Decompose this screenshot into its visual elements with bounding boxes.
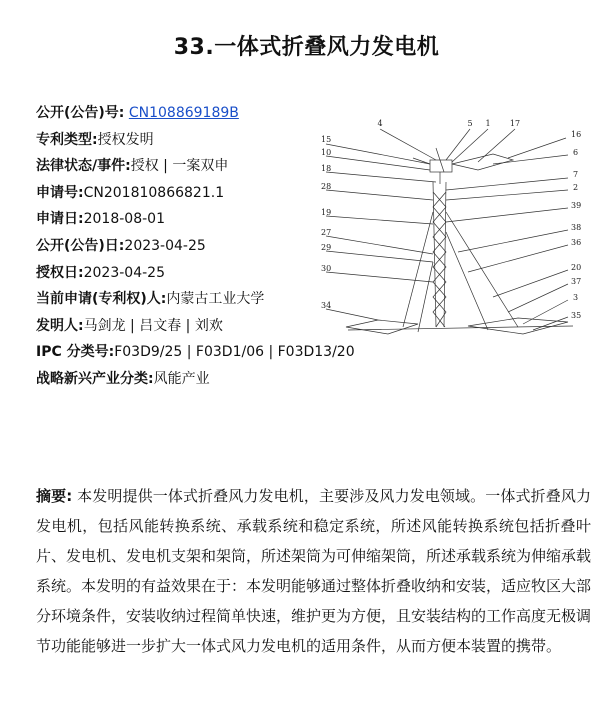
pub-no-link[interactable]: CN108869189B [128,105,239,121]
type-label: 专利类型: [36,131,98,148]
app-no-value: CN201810866821.1 [83,184,225,201]
fig-label-37: 37 [571,277,582,286]
fig-label-28: 28 [321,182,332,191]
fig-label-4: 4 [377,119,383,128]
applicant-label: 当前申请(专利权)人: [36,291,167,308]
abstract-text: 本发明提供一体式折叠风力发电机，主要涉及风力发电领域。一体式折叠风力发电机，包括风能转换系统、承载系统和稳定系统，所述风能转换系统包括折叠叶片、发电机、发电机支架和架筒，所述架筒为可伸缩架筒，所述承载系统为伸缩承载系统。本发明的有益效果在于：本发明能够通过整体折叠收纳和安装，适应牧区大部分环境条件，安装收纳过程简单快速，维护更为方便，且安装结构的工作高度无极调节功能能够进一步扩大一体式风力发电机的适用条件，从而方便本装置的携带。 [36,487,592,655]
inventor-label: 发明人: [36,317,84,334]
inventor-value: 马剑龙 | 吕文春 | 刘欢 [83,317,223,334]
app-no-label: 申请号: [36,184,84,201]
field-applicant [36,286,355,313]
page-title: 33.一体式折叠风力发电机 [173,35,440,60]
pub-date-label: 公开(公告)日: [36,237,125,254]
fig-label-30: 30 [321,264,332,273]
fig-label-27: 27 [321,228,332,237]
app-date-value: 2018-08-01 [83,211,165,228]
fig-label-38: 38 [571,223,582,232]
fig-label-17: 17 [509,119,521,128]
fig-label-6: 6 [573,148,579,157]
field-inventor [36,313,355,340]
type-value: 授权发明 [97,131,154,148]
ipc-label: IPC 分类号: [36,344,115,361]
field-app-date [36,206,355,233]
status-value: 授权 | 一案双申 [130,158,229,175]
field-ipc [36,339,355,366]
fig-label-20: 20 [571,263,582,272]
fig-label-5: 5 [467,119,473,128]
grant-date-label: 授权日: [36,264,84,281]
patent-drawing [318,112,593,358]
field-pub-date [36,233,355,260]
field-grant-date [36,260,355,287]
fig-label-3: 3 [573,293,579,302]
field-type [36,127,355,154]
fig-label-16: 16 [571,130,582,139]
field-status [36,153,355,180]
fig-label-29: 29 [321,243,332,252]
ipc-value: F03D9/25 | F03D1/06 | F03D13/20 [114,344,355,361]
abstract [36,481,591,661]
field-industry [36,366,355,393]
industry-value: 风能产业 [153,370,210,387]
fig-label-19: 19 [321,208,332,217]
field-app-no [36,180,355,207]
grant-date-value: 2023-04-25 [83,264,165,281]
abstract-label: 摘要: [36,487,73,505]
pub-date-value: 2023-04-25 [124,237,206,254]
pub-no-label: 公开(公告)号: [36,105,125,121]
fig-label-34: 34 [321,301,332,310]
app-date-label: 申请日: [36,211,84,228]
fig-label-1: 1 [485,119,491,128]
patent-fields [36,100,355,393]
field-pub-no [36,100,355,127]
fig-label-35: 35 [571,311,582,320]
fig-label-7: 7 [573,170,579,179]
status-label: 法律状态/事件: [36,158,131,175]
fig-label-18: 18 [321,164,332,173]
fig-label-10: 10 [321,148,332,157]
industry-label: 战略新兴产业分类: [36,370,154,387]
fig-label-36: 36 [571,238,582,247]
fig-label-39: 39 [571,201,582,210]
applicant-value: 内蒙古工业大学 [166,291,265,308]
fig-label-15: 15 [321,135,332,144]
fig-label-2: 2 [573,183,579,192]
